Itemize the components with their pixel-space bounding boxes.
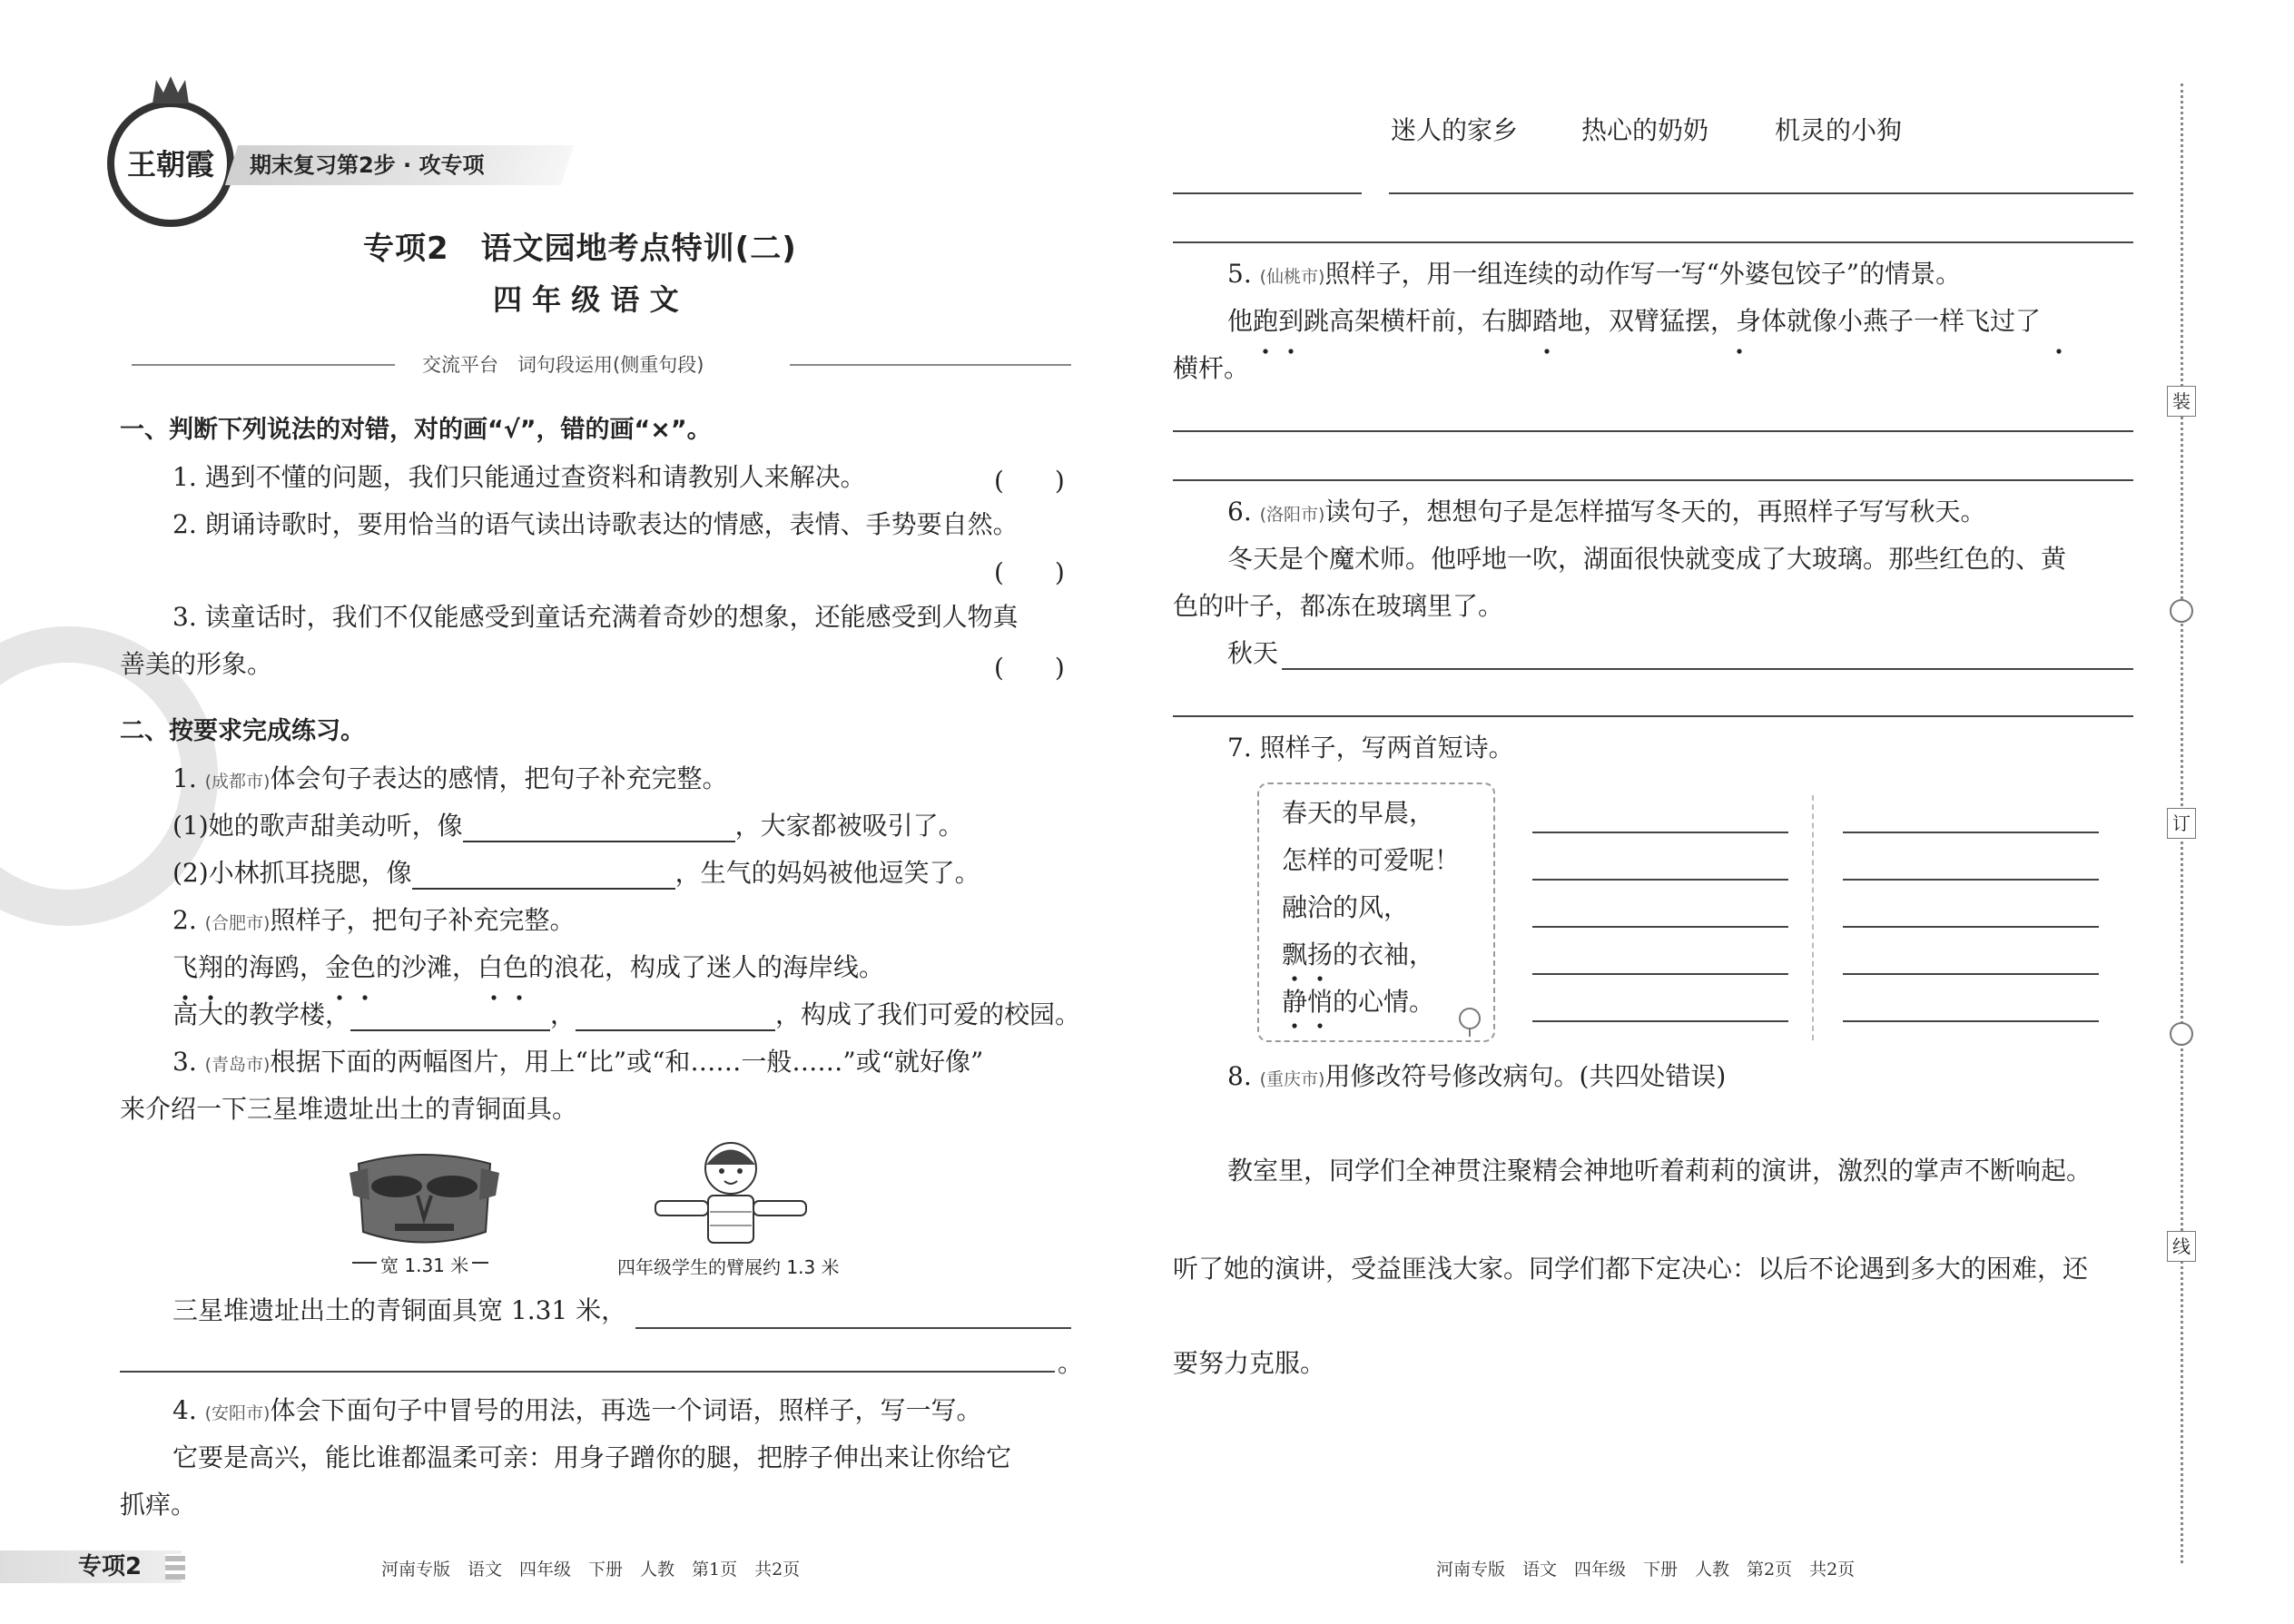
header-banner-text: 期末复习第2步 · 攻专项 bbox=[250, 153, 485, 178]
autumn-prompt: 秋天 bbox=[1227, 638, 1279, 668]
binding-hole-icon bbox=[2170, 599, 2193, 623]
question-text: 根据下面的两幅图片，用上“比”或“和……一般……”或“就好像” bbox=[270, 1047, 984, 1077]
footer-page-2: 河南专版 语文 四年级 下册 人教 第2页 共2页 bbox=[1436, 1560, 1856, 1580]
poem-answer-line[interactable] bbox=[1532, 973, 1788, 975]
answer-paren[interactable]: ( ) bbox=[994, 557, 1065, 587]
child-caption: 四年级学生的臂展约 1.3 米 bbox=[617, 1256, 840, 1278]
brand-logo bbox=[107, 100, 234, 227]
answer-line[interactable] bbox=[1173, 192, 1362, 194]
poem-answer-line[interactable] bbox=[1843, 973, 2099, 975]
question-2-2: 2. (合肥市)照样子，把句子补充完整。 bbox=[172, 905, 576, 935]
prompt: ， bbox=[550, 999, 576, 1029]
question-text: 用修改符号修改病句。(共四处错误) bbox=[1324, 1061, 1727, 1091]
footer-page-1: 河南专版 语文 四年级 下册 人教 第1页 共2页 bbox=[381, 1560, 801, 1580]
question-text: 读句子，想想句子是怎样描写冬天的，再照样子写写秋天。 bbox=[1324, 497, 1986, 527]
faulty-sentence-2[interactable]: 听了她的演讲，受益匪浅大家。同学们都下定决心：以后不论遇到多大的困难，还 bbox=[1173, 1254, 2089, 1284]
city-tag: (仙桃市) bbox=[1259, 267, 1325, 287]
child-arms-image bbox=[645, 1139, 817, 1248]
binding-hole-icon bbox=[2170, 1022, 2193, 1046]
question-2-3-cont: 来介绍一下三星堆遗址出土的青铜面具。 bbox=[120, 1094, 578, 1124]
prompt: (1)她的歌声甜美动听，像 bbox=[172, 811, 463, 841]
question-text: 照样子，把句子补充完整。 bbox=[270, 905, 576, 935]
faulty-sentence-3[interactable]: 要努力克服。 bbox=[1173, 1348, 1326, 1378]
question-1-3: 3. 读童话时，我们不仅能感受到童话充满着奇妙的想象，还能感受到人物真 bbox=[172, 602, 1019, 632]
footer-tab-label: 专项2 bbox=[78, 1553, 143, 1580]
question-1-1: 1. 遇到不懂的问题，我们只能通过查资料和请教别人来解决。 bbox=[172, 462, 866, 492]
poem-answer-line[interactable] bbox=[1843, 926, 2099, 928]
poem-line-1: 春天的早晨， bbox=[1282, 798, 1435, 828]
divider bbox=[132, 364, 395, 366]
blank-field[interactable] bbox=[463, 817, 735, 842]
poem-line-3: 融洽的风， bbox=[1282, 892, 1410, 922]
city-tag: (重庆市) bbox=[1259, 1069, 1325, 1089]
prompt: ，构成了我们可爱的校园。 bbox=[775, 999, 1081, 1029]
question-2-1-b bbox=[172, 857, 980, 890]
example-sentence: 他跑到跳高架横杆前，右脚踏地，双臂猛摆，身体就像小燕子一样飞过了 bbox=[1227, 306, 2042, 336]
poem-line-2: 怎样的可爱呢！ bbox=[1282, 845, 1461, 875]
page-subtitle: 四 年 级 语 文 bbox=[493, 282, 679, 317]
question-2-4: 4. (安阳市)体会下面句子中冒号的用法，再选一个词语，照样子，写一写。 bbox=[172, 1395, 982, 1425]
question-2-2-fill bbox=[172, 999, 1080, 1031]
word-option-1: 迷人的家乡 bbox=[1391, 115, 1519, 145]
footer-decoration bbox=[165, 1554, 185, 1580]
section-tag: 交流平台 词句段运用(侧重句段) bbox=[422, 354, 704, 376]
question-5: 5. (仙桃市)照样子，用一组连续的动作写一写“外婆包饺子”的情景。 bbox=[1227, 259, 1962, 289]
example-sentence-cont: 横杆。 bbox=[1173, 353, 1250, 383]
example-sentence: 冬天是个魔术师。他呼地一吹，湖面很快就变成了大玻璃。那些红色的、黄 bbox=[1227, 544, 2067, 574]
poem-line-5: 静悄的心情。 bbox=[1282, 987, 1435, 1017]
column-divider bbox=[1812, 795, 1814, 1040]
question-text: 照样子，用一组连续的动作写一写“外婆包饺子”的情景。 bbox=[1324, 259, 1962, 289]
example-sentence: 飞翔的海鸥，金色的沙滩，白色的浪花，构成了迷人的海岸线。 bbox=[172, 952, 885, 982]
question-text: 体会句子表达的感情，把句子补充完整。 bbox=[270, 763, 728, 793]
poem-line-4: 飘扬的衣袖， bbox=[1282, 940, 1435, 969]
example-sentence-cont: 抓痒。 bbox=[120, 1490, 197, 1520]
brand-name: 王朝霞 bbox=[126, 147, 214, 182]
answer-line[interactable] bbox=[120, 1371, 1055, 1373]
emphasis-dots bbox=[172, 988, 1080, 995]
poem-answer-line[interactable] bbox=[1843, 1020, 2099, 1022]
answer-line[interactable] bbox=[1173, 430, 2133, 432]
example-sentence: 它要是高兴，能比谁都温柔可亲：用身子蹭你的腿，把脖子伸出来让你给它 bbox=[172, 1442, 1012, 1472]
question-7: 7. 照样子，写两首短诗。 bbox=[1227, 733, 1514, 763]
blank-field[interactable] bbox=[412, 864, 675, 890]
answer-line[interactable] bbox=[1389, 192, 2133, 194]
page-title: 专项2 语文园地考点特训(二) bbox=[363, 231, 797, 267]
period: 。 bbox=[1058, 1348, 1084, 1378]
poem-answer-line[interactable] bbox=[1843, 832, 2099, 833]
question-2-1: 1. (成都市)体会句子表达的感情，把句子补充完整。 bbox=[172, 763, 728, 793]
blank-field[interactable] bbox=[350, 1006, 550, 1031]
section2-heading: 二、按要求完成练习。 bbox=[120, 717, 365, 745]
answer-paren[interactable]: ( ) bbox=[994, 466, 1065, 496]
word-option-2: 热心的奶奶 bbox=[1581, 115, 1709, 145]
binding-mark: 线 bbox=[2167, 1231, 2196, 1262]
section1-heading: 一、判断下列说法的对错，对的画“√”，错的画“×”。 bbox=[120, 416, 712, 444]
prompt: (2)小林抓耳挠腮，像 bbox=[172, 858, 412, 888]
poem-answer-line[interactable] bbox=[1843, 879, 2099, 881]
answer-line[interactable] bbox=[1173, 479, 2133, 481]
blank-field[interactable] bbox=[576, 1006, 775, 1031]
word-option-3: 机灵的小狗 bbox=[1775, 115, 1903, 145]
city-tag: (成都市) bbox=[204, 772, 271, 792]
emphasis-dots bbox=[1227, 341, 2135, 349]
answer-line[interactable] bbox=[635, 1327, 1071, 1329]
question-8: 8. (重庆市)用修改符号修改病句。(共四处错误) bbox=[1227, 1061, 1727, 1091]
poem-answer-line[interactable] bbox=[1532, 832, 1788, 833]
city-tag: (合肥市) bbox=[204, 913, 271, 933]
poem-answer-line[interactable] bbox=[1532, 879, 1788, 881]
answer-line[interactable] bbox=[1173, 241, 2133, 243]
divider bbox=[790, 364, 1071, 366]
prompt: ，生气的妈妈被他逗笑了。 bbox=[674, 858, 980, 888]
bronze-mask-image bbox=[350, 1146, 499, 1250]
answer-paren[interactable]: ( ) bbox=[994, 653, 1065, 683]
poem-answer-line[interactable] bbox=[1532, 1020, 1788, 1022]
question-1-2: 2. 朗诵诗歌时，要用恰当的语气读出诗歌表达的情感，表情、手势要自然。 bbox=[172, 509, 1019, 539]
prompt: ，大家都被吸引了。 bbox=[734, 811, 964, 841]
faulty-sentence-1[interactable]: 教室里，同学们全神贯注聚精会神地听着莉莉的演讲，激烈的掌声不断响起。 bbox=[1227, 1156, 2092, 1186]
question-text: 体会下面句子中冒号的用法，再选一个词语，照样子，写一写。 bbox=[270, 1395, 982, 1425]
city-tag: (安阳市) bbox=[204, 1403, 271, 1423]
question-2-3-answer: 三星堆遗址出土的青铜面具宽 1.31 米， bbox=[172, 1295, 627, 1325]
answer-line[interactable] bbox=[1173, 715, 2133, 717]
prompt: 高大的教学楼， bbox=[172, 999, 351, 1029]
mask-caption: 宽 1.31 米 bbox=[377, 1249, 472, 1282]
question-2-3: 3. (青岛市)根据下面的两幅图片，用上“比”或“和……一般……”或“就好像” bbox=[172, 1047, 984, 1077]
emphasis-dots bbox=[1282, 975, 1463, 1029]
answer-line[interactable] bbox=[1282, 668, 2133, 670]
example-sentence-cont: 色的叶子，都冻在玻璃里了。 bbox=[1173, 591, 1504, 621]
question-1-3-cont: 善美的形象。 bbox=[120, 649, 273, 679]
crown-icon bbox=[151, 74, 192, 105]
question-6: 6. (洛阳市)读句子，想想句子是怎样描写冬天的，再照样子写写秋天。 bbox=[1227, 497, 1986, 527]
question-2-1-a bbox=[172, 810, 964, 842]
poem-answer-line[interactable] bbox=[1532, 926, 1788, 928]
binding-mark: 订 bbox=[2167, 808, 2196, 839]
binding-mark: 装 bbox=[2167, 386, 2196, 417]
city-tag: (青岛市) bbox=[204, 1055, 271, 1075]
city-tag: (洛阳市) bbox=[1259, 505, 1325, 525]
